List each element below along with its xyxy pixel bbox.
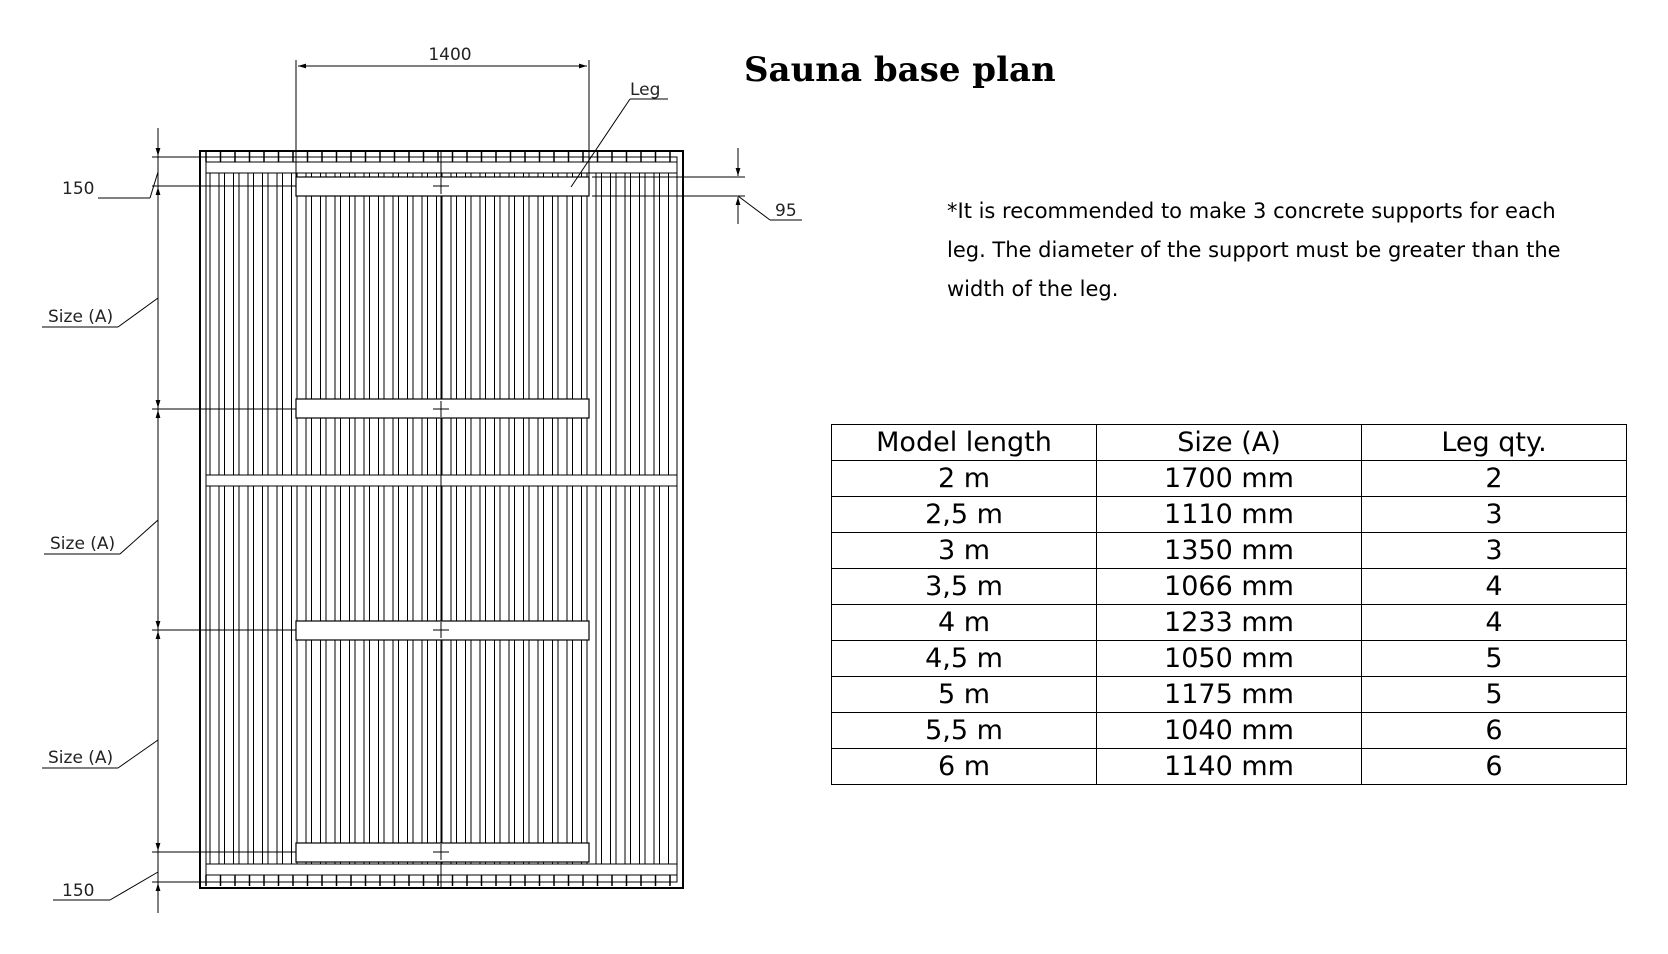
floor-board	[413, 173, 422, 864]
model-length-cell: 2 m	[832, 461, 1097, 497]
left-dimension-chain	[42, 128, 296, 913]
floor-board	[500, 173, 509, 864]
leg-callout-label: Leg	[630, 80, 661, 100]
floor-board	[326, 173, 335, 864]
floor-board	[341, 173, 350, 864]
dimension-95-label: 95	[775, 201, 797, 221]
table-row	[832, 497, 1627, 533]
leg-qty-cell: 6	[1362, 713, 1627, 749]
size-a-cell: 1066 mm	[1097, 569, 1362, 605]
column-header: Size (A)	[1097, 425, 1362, 461]
recommendation-note: *It is recommended to make 3 concrete supports for each leg. The diameter of the support must be greater than the width of the leg.	[947, 199, 1561, 301]
frame-edge-ticks	[206, 152, 670, 886]
model-length-cell: 6 m	[832, 749, 1097, 785]
size-a-cell: 1700 mm	[1097, 461, 1362, 497]
floor-board	[587, 173, 596, 864]
size-a-cell: 1233 mm	[1097, 605, 1362, 641]
floor-board	[529, 173, 538, 864]
column-header: Model length	[832, 425, 1097, 461]
size-a-label-3: Size (A)	[48, 748, 114, 768]
table-row	[832, 677, 1627, 713]
size-a-cell: 1050 mm	[1097, 641, 1362, 677]
floor-board	[660, 173, 669, 864]
floor-board	[442, 173, 451, 864]
table-row	[832, 641, 1627, 677]
leg-qty-cell: 5	[1362, 641, 1627, 677]
size-a-cell: 1110 mm	[1097, 497, 1362, 533]
floor-board	[254, 173, 263, 864]
floor-board	[616, 173, 625, 864]
model-length-cell: 3,5 m	[832, 569, 1097, 605]
floor-board	[225, 173, 234, 864]
leg-qty-cell: 5	[1362, 677, 1627, 713]
floor-board	[573, 173, 582, 864]
leg-qty-cell: 4	[1362, 569, 1627, 605]
table-header-row	[832, 425, 1627, 461]
floor-board	[283, 173, 292, 864]
floor-boards	[210, 173, 669, 864]
floor-board	[645, 173, 654, 864]
leg-qty-cell: 6	[1362, 749, 1627, 785]
model-length-cell: 4,5 m	[832, 641, 1097, 677]
leg-qty-cell: 2	[1362, 461, 1627, 497]
bottom-offset-label: 150	[62, 881, 95, 901]
table-row	[832, 713, 1627, 749]
floor-board	[515, 173, 524, 864]
size-a-cell: 1140 mm	[1097, 749, 1362, 785]
top-offset-label: 150	[62, 179, 95, 199]
dimension-95	[592, 148, 802, 224]
size-table	[831, 424, 1627, 785]
floor-board	[312, 173, 321, 864]
dimension-1400-label: 1400	[428, 45, 472, 65]
model-length-cell: 3 m	[832, 533, 1097, 569]
dimension-1400	[296, 60, 589, 178]
page-title: Sauna base plan	[744, 50, 1056, 90]
floor-board	[428, 173, 437, 864]
floor-board	[471, 173, 480, 864]
size-a-cell: 1175 mm	[1097, 677, 1362, 713]
model-length-cell: 5,5 m	[832, 713, 1097, 749]
size-a-label-1: Size (A)	[48, 307, 114, 327]
model-length-cell: 2,5 m	[832, 497, 1097, 533]
floor-board	[544, 173, 553, 864]
column-header: Leg qty.	[1362, 425, 1627, 461]
size-a-cell: 1350 mm	[1097, 533, 1362, 569]
floor-board	[355, 173, 364, 864]
floor-board	[384, 173, 393, 864]
leg-qty-cell: 3	[1362, 533, 1627, 569]
leg-callout	[571, 99, 668, 187]
table-row	[832, 569, 1627, 605]
model-length-cell: 5 m	[832, 677, 1097, 713]
floor-board	[486, 173, 495, 864]
floor-board	[631, 173, 640, 864]
floor-board	[268, 173, 277, 864]
leg-qty-cell: 4	[1362, 605, 1627, 641]
floor-board	[602, 173, 611, 864]
size-a-cell: 1040 mm	[1097, 713, 1362, 749]
table-row	[832, 749, 1627, 785]
size-a-label-2: Size (A)	[50, 534, 116, 554]
floor-board	[399, 173, 408, 864]
floor-board	[370, 173, 379, 864]
floor-board	[210, 173, 219, 864]
table-row	[832, 605, 1627, 641]
floor-board	[457, 173, 466, 864]
floor-board	[297, 173, 306, 864]
table-row	[832, 533, 1627, 569]
floor-board	[558, 173, 567, 864]
leg-qty-cell: 3	[1362, 497, 1627, 533]
table-row	[832, 461, 1627, 497]
floor-board	[239, 173, 248, 864]
model-length-cell: 4 m	[832, 605, 1097, 641]
